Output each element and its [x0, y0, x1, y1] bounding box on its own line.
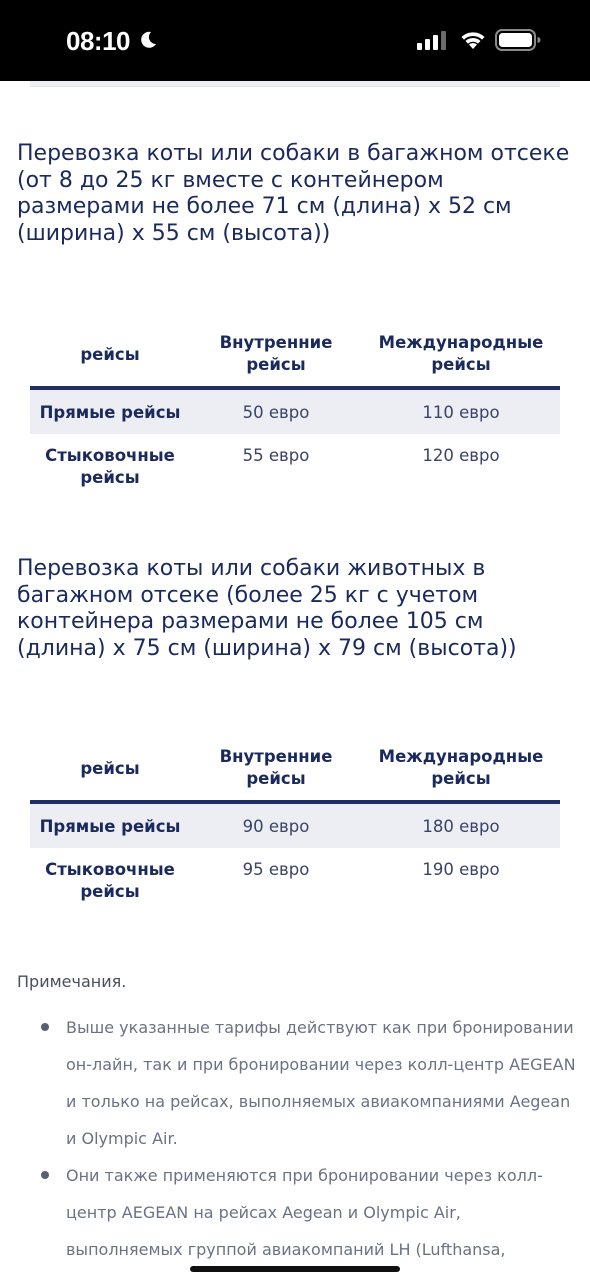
- domestic-price: 90 евро: [242, 817, 310, 836]
- battery-icon: [495, 29, 541, 51]
- header-international: Международные рейсы: [378, 333, 544, 374]
- list-item: [17, 1157, 577, 1268]
- status-bar: [0, 0, 590, 81]
- top-divider: [30, 81, 560, 87]
- notes-list: [17, 1009, 577, 1268]
- header-flights: рейсы: [80, 759, 140, 778]
- list-item: [17, 1009, 577, 1157]
- international-price: 120 евро: [422, 446, 500, 465]
- table-row: [30, 848, 560, 904]
- header-flights: рейсы: [80, 345, 140, 364]
- fare-table-2: [30, 730, 560, 904]
- row-label: Стыковочные рейсы: [45, 446, 175, 487]
- status-time: 08:10: [66, 26, 130, 56]
- header-international: Международные рейсы: [378, 747, 544, 788]
- domestic-price: 95 евро: [242, 860, 310, 879]
- table-row: [30, 434, 560, 490]
- table-header: [30, 730, 560, 804]
- international-price: 190 евро: [422, 860, 500, 879]
- international-price: 110 евро: [422, 403, 500, 422]
- header-domestic: Внутренние рейсы: [219, 747, 333, 788]
- notes-title: Примечания.: [17, 972, 127, 991]
- row-label: Прямые рейсы: [39, 817, 181, 836]
- table-row: [30, 390, 560, 434]
- domestic-price: 55 евро: [242, 446, 310, 465]
- domestic-price: 50 евро: [242, 403, 310, 422]
- international-price: 180 евро: [422, 817, 500, 836]
- header-domestic: Внутренние рейсы: [219, 333, 333, 374]
- note-text: Выше указанные тарифы действуют как при бронировании он-лайн, так и при бронировании через колл-центр AEGEAN и только на рейсах, выполняемых авиакомпаниями Aegean и Olympic Air.: [66, 1018, 576, 1148]
- bullet-icon: [41, 1171, 49, 1179]
- table-header: [30, 316, 560, 390]
- wifi-icon: [459, 29, 487, 51]
- row-label: Прямые рейсы: [39, 403, 181, 422]
- moon-icon: [138, 30, 158, 50]
- bullet-icon: [41, 1023, 49, 1031]
- section1-heading: Перевозка коты или собаки в багажном отсеке (от 8 до 25 кг вместе с контейнером размерами не более 71 см (длина) x 52 см (ширина) x 55 см (высота)): [17, 141, 570, 246]
- note-text: Они также применяются при бронировании через колл-центр AEGEAN на рейсах Aegean и Olympic Air, выполняемых группой авиакомпаний LH (Lufthansa,: [66, 1166, 543, 1259]
- home-indicator[interactable]: [190, 1266, 400, 1272]
- table-row: [30, 804, 560, 848]
- section2-heading: Перевозка коты или собаки животных в багажном отсеке (более 25 кг с учетом контейнера размерами не более 105 см (длина) x 75 см (ширина) x 79 см (высота)): [17, 556, 517, 661]
- row-label: Стыковочные рейсы: [45, 860, 175, 901]
- signal-icon: [417, 31, 447, 50]
- fare-table-1: [30, 316, 560, 490]
